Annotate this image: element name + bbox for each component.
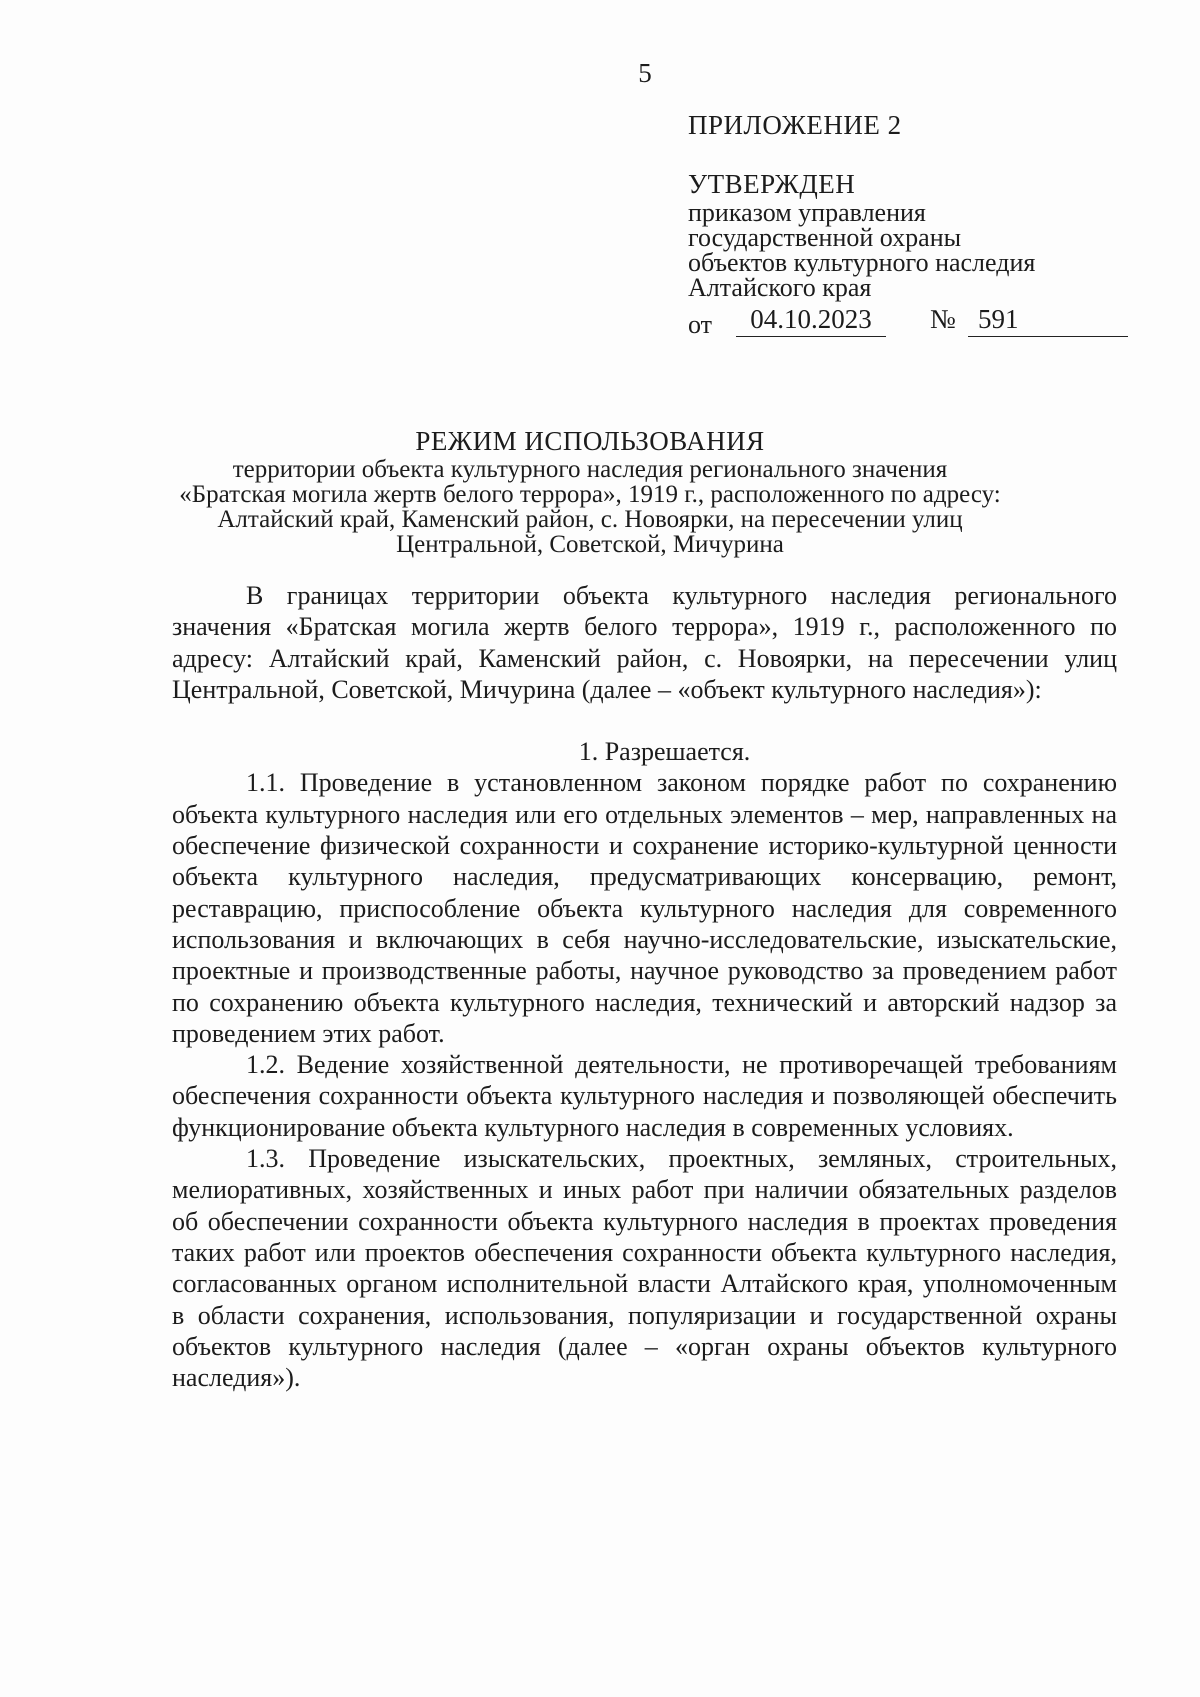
order-number: 591 [968,304,1128,337]
title-line: «Братская могила жертв белого террора», 1919 г., расположенного по адресу: [179,481,1001,508]
intro-paragraph: В границах территории объекта культурного наследия регионального значения «Братская могила жертв белого террора», 1919 г., расположенного по адресу: Алтайский край, Каменский район, с. Новоярки, на пересечении улиц Центральной, Советской, Мичурина (далее – «объект культурного наследия»): [172,581,1117,704]
item-1-2: 1.2. Ведение хозяйственной деятельности, не противоречащей требованиям обеспечения сохранности объекта культурного наследия и позволяющей обеспечить функционирование объекта культурного наследия в современных условиях. [172,1050,1117,1142]
approval-block [688,108,1128,344]
approval-line: Алтайского края [688,273,872,302]
approval-line: объектов культурного наследия [688,248,1036,277]
approved-label: УТВЕРЖДЕН [688,169,856,199]
approval-line: приказом управления [688,198,926,227]
from-label: от [688,310,713,339]
document-body [172,580,1117,1393]
order-date-row [688,304,1128,344]
order-date: 04.10.2023 [736,304,886,337]
page-number: 5 [638,58,652,88]
appendix-label: ПРИЛОЖЕНИЕ 2 [688,110,902,140]
item-1-1: 1.1. Проведение в установленном законом порядке работ по сохранению объекта культурного наследия или его отдельных элементов – мер, направленных на обеспечение физической сохранности и сохранение историко-культурной ценности объекта культурного наследия, предусматривающих консервацию, ремонт, реставрацию, приспособление объекта культурного наследия для современного использования и включающих в себя научно-исследовательские, изыскательские, проектные и производственные работы, научное руководство за проведением работ по сохранению объекта культурного наследия, технический и авторский надзор за проведением этих работ. [172,768,1117,1048]
title-line: территории объекта культурного наследия регионального значения [232,456,948,483]
title-line: Алтайский край, Каменский район, с. Новоярки, на пересечении улиц [217,506,963,533]
title-line: Центральной, Советской, Мичурина [396,531,784,558]
title-heading: РЕЖИМ ИСПОЛЬЗОВАНИЯ [415,426,765,456]
number-sign: № [930,304,956,334]
section-heading: 1. Разрешается. [578,737,751,767]
document-title [140,425,1040,557]
item-1-3: 1.3. Проведение изыскательских, проектных, земляных, строительных, мелиоративных, хозяйственных и иных работ при наличии обязательных разделов об обеспечении сохранности объекта культурного наследия в проектах проведения таких работ или проектов обеспечения сохранности объекта культурного наследия, согласованных органом исполнительной власти Алтайского края, уполномоченным в области сохранения, использования, популяризации и государственной охраны объектов культурного наследия (далее – «орган охраны объектов культурного наследия»). [172,1144,1117,1393]
approval-line: государственной охраны [688,223,962,252]
